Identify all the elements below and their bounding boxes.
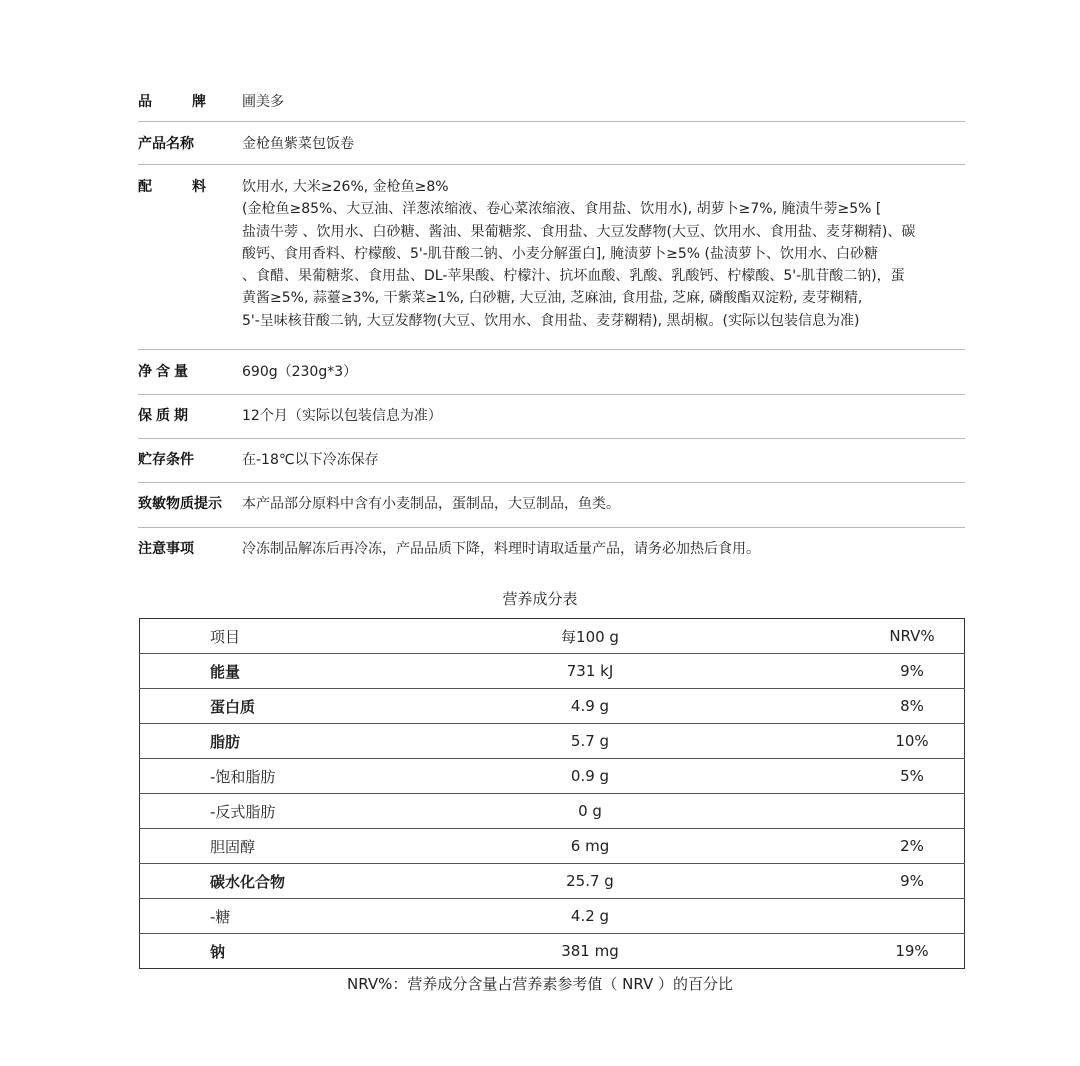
nutrition-row [140, 934, 965, 969]
nutrient-name: 钠 [210, 942, 226, 961]
ingredients-line: 5'-呈味核苷酸二钠, 大豆发酵物(大豆、饮用水、食用盐、麦芽糊精), 黑胡椒。(实际以包装信息为准) [242, 312, 860, 329]
info-row-product-name [138, 122, 965, 165]
nutrient-name: 蛋白质 [140, 689, 471, 724]
nutrition-table-title: 营养成分表 [502, 590, 578, 608]
storage-label: 贮存条件 [138, 452, 194, 468]
nutrient-nrv: 9% [710, 654, 965, 689]
ingredients-line: 饮用水, 大米≥26%, 金枪鱼≥8% [242, 179, 449, 195]
notice-label: 注意事项 [138, 541, 194, 557]
nutrient-nrv [710, 899, 965, 934]
nutrient-per-100g: 4.9 g [470, 689, 710, 724]
nutrient-nrv: 2% [710, 829, 965, 864]
nutrient-nrv: 8% [710, 689, 965, 724]
nutrient-per-100g: 381 mg [561, 942, 619, 960]
header-item: 项目 [140, 619, 471, 654]
product-info-list [138, 80, 965, 572]
nutrient-name: 脂肪 [140, 724, 471, 759]
info-row-storage [138, 439, 965, 483]
nutrient-name: -反式脂肪 [140, 794, 471, 829]
ingredients-value [242, 176, 965, 349]
product-name-label: 产品名称 [138, 136, 194, 152]
brand-value: 圃美多 [242, 94, 284, 110]
info-row-shelf-life [138, 395, 965, 439]
header-nrv: NRV% [710, 619, 965, 654]
nutrition-row [140, 654, 965, 689]
nutrient-name: 胆固醇 [140, 829, 471, 864]
nutrition-row [140, 794, 965, 829]
ingredients-label [138, 176, 242, 349]
nutrition-row [140, 899, 965, 934]
info-row-net-content [138, 350, 965, 395]
ingredients-line: 盐渍牛蒡 、饮用水、白砂糖、酱油、果葡糖浆、食用盐、大豆发酵物(大豆、饮用水、食用盐、麦芽糊精)、碳 [242, 223, 916, 240]
brand-label-char-1: 品 [138, 94, 152, 110]
nutrition-row [140, 724, 965, 759]
shelf-life-label: 保质期 [138, 408, 192, 424]
nutrition-row [140, 829, 965, 864]
nutrient-nrv: 9% [710, 864, 965, 899]
ingredients-line: 、食醋、果葡糖浆、食用盐、DL-苹果酸、柠檬汁、抗坏血酸、乳酸、乳酸钙、柠檬酸、5'-肌苷酸二钠)，蛋 [242, 268, 905, 285]
nutrient-nrv: 5% [710, 759, 965, 794]
nutrition-table [139, 618, 965, 969]
nutrient-per-100g: 25.7 g [470, 864, 710, 899]
info-row-allergen [138, 483, 965, 528]
nutrition-header-row [140, 619, 965, 654]
nutrition-row [140, 864, 965, 899]
info-row-notice [138, 528, 965, 572]
ingredients-line: 黄酱≥5%, 蒜薹≥3%, 干紫菜≥1%, 白砂糖, 大豆油, 芝麻油, 食用盐, 芝麻, 磷酸酯双淀粉, 麦芽糊精, [242, 290, 863, 307]
nutrient-name: -糖 [140, 899, 471, 934]
nutrient-per-100g: 731 kJ [470, 654, 710, 689]
ingredients-line: (金枪鱼≥85%、大豆油、洋葱浓缩液、卷心菜浓缩液、食用盐、饮用水), 胡萝卜≥7%, 腌渍牛蒡≥5% [ [242, 201, 882, 218]
nutrient-per-100g: 0 g [470, 794, 710, 829]
net-content-value: 690g（230g*3） [242, 364, 358, 380]
header-per-100g: 每100 g [470, 619, 710, 654]
allergen-label: 致敏物质提示 [138, 496, 222, 512]
nutrient-nrv: 19% [895, 942, 929, 960]
info-row-brand [138, 80, 965, 122]
info-row-ingredients [138, 165, 965, 350]
nutrient-name: 能量 [140, 654, 471, 689]
brand-label [138, 91, 242, 121]
nutrient-nrv [710, 794, 965, 829]
storage-value: 在-18℃以下冷冻保存 [242, 452, 379, 468]
allergen-value: 本产品部分原料中含有小麦制品，蛋制品，大豆制品，鱼类。 [242, 496, 620, 512]
nutrient-name: 碳水化合物 [140, 864, 471, 899]
nutrient-per-100g: 6 mg [470, 829, 710, 864]
nutrition-row [140, 689, 965, 724]
nutrient-per-100g: 4.2 g [470, 899, 710, 934]
ingredients-line: 酸钙、食用香料、柠檬酸、5'-肌苷酸二钠、小麦分解蛋白], 腌渍萝卜≥5% (盐渍萝卜、饮用水、白砂糖 [242, 245, 879, 262]
notice-value: 冷冻制品解冻后再冷冻，产品品质下降，料理时请取适量产品，请务必加热后食用。 [242, 541, 760, 557]
product-name-value: 金枪鱼紫菜包饭卷 [242, 136, 354, 152]
ingredients-label-char-2: 料 [192, 179, 206, 195]
nutrient-nrv: 10% [710, 724, 965, 759]
nutrition-row [140, 759, 965, 794]
brand-label-char-2: 牌 [192, 94, 206, 110]
shelf-life-value: 12个月（实际以包装信息为准） [242, 408, 442, 424]
nutrient-per-100g: 5.7 g [470, 724, 710, 759]
ingredients-label-char-1: 配 [138, 179, 152, 195]
nutrient-name: -饱和脂肪 [140, 759, 471, 794]
nutrient-per-100g: 0.9 g [470, 759, 710, 794]
net-content-label: 净含量 [138, 364, 192, 380]
nrv-footnote: NRV%：营养成分含量占营养素参考值（ NRV ）的百分比 [347, 975, 733, 993]
